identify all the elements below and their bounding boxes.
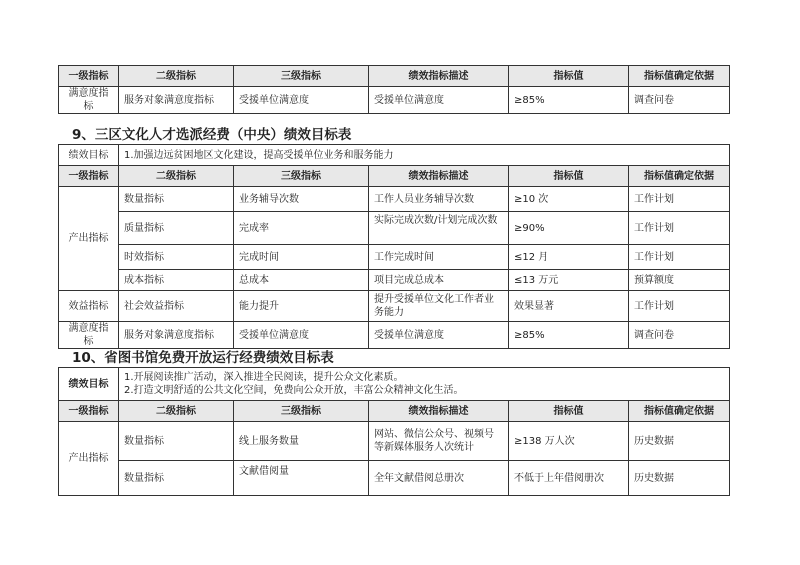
performance-table-10 xyxy=(58,367,730,496)
table-cell: 受援单位满意度 xyxy=(234,322,369,349)
table-cell: 满意度指标 xyxy=(59,87,119,114)
table-cell: 社会效益指标 xyxy=(119,291,234,322)
table-cell: 完成率 xyxy=(234,212,369,245)
table-cell: 总成本 xyxy=(234,270,369,291)
header-cell: 指标值 xyxy=(509,401,629,422)
table-row xyxy=(59,245,730,270)
header-cell: 指标值 xyxy=(509,166,629,187)
table-cell: ≥10 次 xyxy=(509,187,629,212)
table-cell: 项目完成总成本 xyxy=(369,270,509,291)
goal-row xyxy=(59,368,730,401)
table-cell: ≥85% xyxy=(509,322,629,349)
goal-label: 绩效目标 xyxy=(59,368,119,401)
table-cell: 历史数据 xyxy=(629,461,730,496)
table-cell: ≥138 万人次 xyxy=(509,422,629,461)
table-cell: 工作计划 xyxy=(629,245,730,270)
goal-line: 1.开展阅读推广活动，深入推进全民阅读，提升公众文化素质。 xyxy=(124,372,404,383)
table-row xyxy=(59,187,730,212)
goal-row xyxy=(59,145,730,166)
table-cell: 全年文献借阅总册次 xyxy=(369,461,509,496)
header-cell: 绩效指标描述 xyxy=(369,166,509,187)
table-cell: 网站、微信公众号、视频号等新媒体服务人次统计 xyxy=(369,422,509,461)
header-cell: 三级指标 xyxy=(234,401,369,422)
header-cell: 指标值确定依据 xyxy=(629,401,730,422)
header-cell: 绩效指标描述 xyxy=(369,401,509,422)
header-cell: 指标值 xyxy=(509,66,629,87)
table-cell: 满意度指标 xyxy=(59,322,119,349)
header-cell: 绩效指标描述 xyxy=(369,66,509,87)
table-cell: 能力提升 xyxy=(234,291,369,322)
goal-text: 1.加强边远贫困地区文化建设，提高受援单位业务和服务能力 xyxy=(119,145,730,166)
table-cell: 线上服务数量 xyxy=(234,422,369,461)
table-cell: 工作完成时间 xyxy=(369,245,509,270)
table-cell: 不低于上年借阅册次 xyxy=(509,461,629,496)
table-cell: 数量指标 xyxy=(119,461,234,496)
table-cell: 受援单位满意度 xyxy=(234,87,369,114)
table-cell: 受援单位满意度 xyxy=(369,322,509,349)
table-cell: 预算额度 xyxy=(629,270,730,291)
table-cell: ≤13 万元 xyxy=(509,270,629,291)
header-cell: 三级指标 xyxy=(234,66,369,87)
table-cell: 调查问卷 xyxy=(629,87,730,114)
table-cell: ≥85% xyxy=(509,87,629,114)
table-header-row xyxy=(59,401,730,422)
table-cell: 数量指标 xyxy=(119,422,234,461)
table-cell: 效果显著 xyxy=(509,291,629,322)
table-cell: 完成时间 xyxy=(234,245,369,270)
table-row xyxy=(59,322,730,349)
header-cell: 二级指标 xyxy=(119,66,234,87)
section-title-10: 10、省图书馆免费开放运行经费绩效目标表 xyxy=(72,350,334,366)
table-cell: 成本指标 xyxy=(119,270,234,291)
table-cell: 服务对象满意度指标 xyxy=(119,322,234,349)
section-title-9: 9、三区文化人才选派经费（中央）绩效目标表 xyxy=(72,127,352,143)
header-cell: 二级指标 xyxy=(119,166,234,187)
table-cell: 工作人员业务辅导次数 xyxy=(369,187,509,212)
table-cell: ≥90% xyxy=(509,212,629,245)
table-cell: 提升受援单位文化工作者业务能力 xyxy=(369,291,509,322)
output-label: 产出指标 xyxy=(59,187,119,291)
table-cell: 工作计划 xyxy=(629,187,730,212)
table-cell: 工作计划 xyxy=(629,212,730,245)
table-cell: 调查问卷 xyxy=(629,322,730,349)
table-row xyxy=(59,461,730,496)
table-cell: 数量指标 xyxy=(119,187,234,212)
table-cell: 时效指标 xyxy=(119,245,234,270)
header-cell: 一级指标 xyxy=(59,166,119,187)
goal-label: 绩效目标 xyxy=(59,145,119,166)
header-cell: 三级指标 xyxy=(234,166,369,187)
table-cell: ≤12 月 xyxy=(509,245,629,270)
header-cell: 二级指标 xyxy=(119,401,234,422)
table-cell: 业务辅导次数 xyxy=(234,187,369,212)
goal-text xyxy=(119,368,730,401)
header-cell: 指标值确定依据 xyxy=(629,66,730,87)
header-cell: 指标值确定依据 xyxy=(629,166,730,187)
table-row xyxy=(59,212,730,245)
output-label: 产出指标 xyxy=(59,422,119,496)
table-cell: 文献借阅量 xyxy=(234,461,369,496)
table-cell: 实际完成次数/计划完成次数 xyxy=(369,212,509,245)
table-row xyxy=(59,87,730,114)
table-row xyxy=(59,422,730,461)
table-cell: 服务对象满意度指标 xyxy=(119,87,234,114)
table-cell: 历史数据 xyxy=(629,422,730,461)
table-cell: 受援单位满意度 xyxy=(369,87,509,114)
table-cell: 质量指标 xyxy=(119,212,234,245)
header-cell: 一级指标 xyxy=(59,66,119,87)
table-continuation xyxy=(58,65,730,114)
table-cell: 效益指标 xyxy=(59,291,119,322)
header-cell: 一级指标 xyxy=(59,401,119,422)
table-row xyxy=(59,291,730,322)
performance-table-9 xyxy=(58,144,730,349)
goal-line: 2.打造文明舒适的公共文化空间，免费向公众开放，丰富公众精神文化生活。 xyxy=(124,385,464,396)
table-cell: 工作计划 xyxy=(629,291,730,322)
table-header-row xyxy=(59,66,730,87)
table-row xyxy=(59,270,730,291)
table-header-row xyxy=(59,166,730,187)
